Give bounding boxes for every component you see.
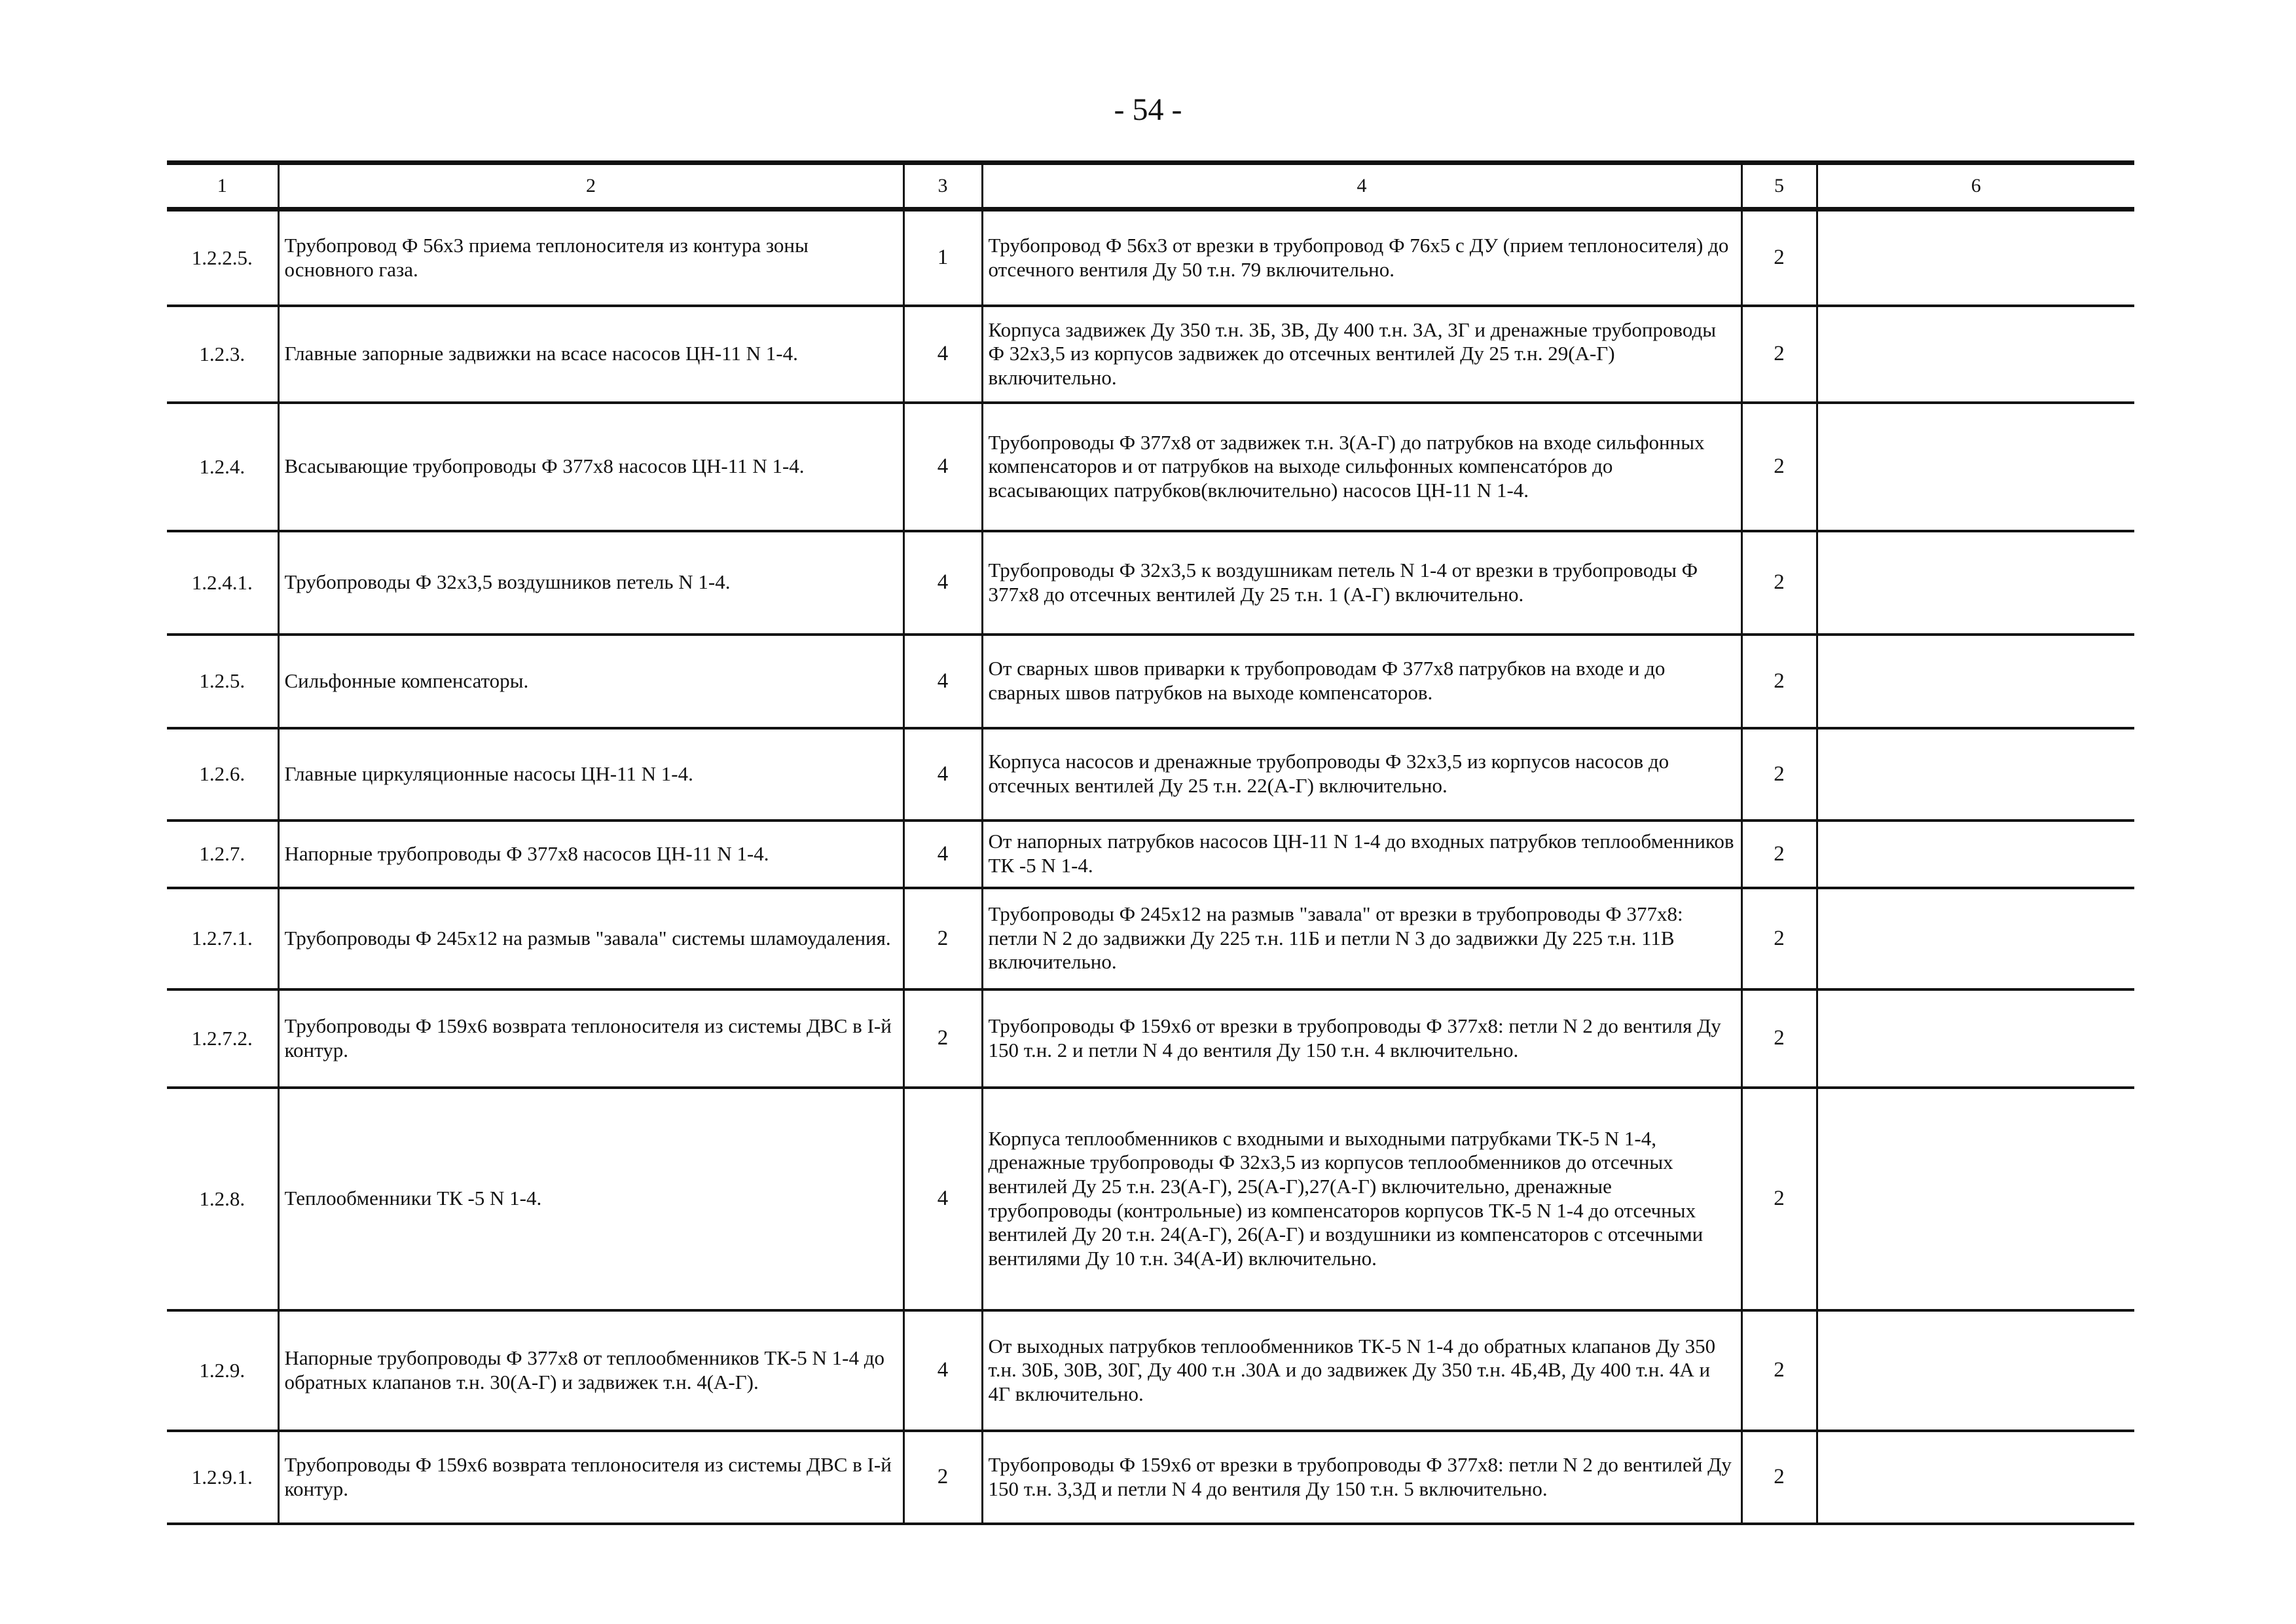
item-group: 2 (1741, 728, 1817, 821)
item-boundaries: Трубопроводы Ф 32х3,5 к воздушникам петель N 1-4 от врезки в трубопроводы Ф 377х8 до отсечных вентилей Ду 25 т.н. 1 (А-Г) включительно. (982, 531, 1741, 635)
item-number: 1.2.3. (167, 306, 278, 403)
item-boundaries: Корпуса задвижек Ду 350 т.н. 3Б, 3В, Ду 400 т.н. 3А, 3Г и дренажные трубопроводы Ф 32х3,5 из корпусов задвижек до отсечных вентилей Ду 25 т.н. 29(А-Г) включительно. (982, 306, 1741, 403)
item-number: 1.2.7.2. (167, 989, 278, 1088)
item-name: Напорные трубопроводы Ф 377х8 от теплообменников ТК-5 N 1-4 до обратных клапанов т.н. 30(А-Г) и задвижек т.н. 4(А-Г). (278, 1310, 903, 1431)
item-boundaries: Трубопроводы Ф 159х6 от врезки в трубопроводы Ф 377х8: петли N 2 до вентиля Ду 150 т.н. 2 и петли N 4 до вентиля Ду 150 т.н. 4 включительно. (982, 989, 1741, 1088)
item-group: 2 (1741, 210, 1817, 306)
column-header: 1 (167, 163, 278, 210)
item-name: Трубопровод Ф 56х3 приема теплоносителя из контура зоны основного газа. (278, 210, 903, 306)
item-category: 4 (903, 1088, 982, 1310)
item-boundaries: От выходных патрубков теплообменников ТК-5 N 1-4 до обратных клапанов Ду 350 т.н. 30Б, 30В, 30Г, Ду 400 т.н .30А и до задвижек Ду 350 т.н. 4Б,4В, Ду 400 т.н. 4А и 4Г включительно. (982, 1310, 1741, 1431)
item-note (1817, 1088, 2134, 1310)
item-group: 2 (1741, 888, 1817, 989)
table-row (167, 306, 2134, 403)
item-name: Теплообменники ТК -5 N 1-4. (278, 1088, 903, 1310)
item-number: 1.2.5. (167, 635, 278, 728)
item-note (1817, 728, 2134, 821)
column-header: 4 (982, 163, 1741, 210)
item-number: 1.2.7. (167, 821, 278, 888)
item-name: Трубопроводы Ф 32х3,5 воздушников петель N 1-4. (278, 531, 903, 635)
item-group: 2 (1741, 1088, 1817, 1310)
item-group: 2 (1741, 635, 1817, 728)
item-name: Напорные трубопроводы Ф 377х8 насосов ЦН-11 N 1-4. (278, 821, 903, 888)
item-note (1817, 989, 2134, 1088)
table-row (167, 989, 2134, 1088)
item-note (1817, 1431, 2134, 1524)
item-note (1817, 531, 2134, 635)
table-row (167, 403, 2134, 531)
table-row (167, 728, 2134, 821)
item-number: 1.2.2.5. (167, 210, 278, 306)
item-number: 1.2.4.1. (167, 531, 278, 635)
item-category: 4 (903, 821, 982, 888)
item-note (1817, 1310, 2134, 1431)
item-name: Трубопроводы Ф 159х6 возврата теплоносителя из системы ДВС в I-й контур. (278, 1431, 903, 1524)
item-group: 2 (1741, 1310, 1817, 1431)
item-group: 2 (1741, 821, 1817, 888)
page-number: - 54 - (1114, 92, 1182, 127)
item-number: 1.2.7.1. (167, 888, 278, 989)
table-row (167, 821, 2134, 888)
item-category: 4 (903, 1310, 982, 1431)
item-group: 2 (1741, 306, 1817, 403)
column-header: 3 (903, 163, 982, 210)
item-category: 4 (903, 306, 982, 403)
item-category: 4 (903, 403, 982, 531)
column-header: 6 (1817, 163, 2134, 210)
item-note (1817, 210, 2134, 306)
item-group: 2 (1741, 531, 1817, 635)
table-row (167, 210, 2134, 306)
item-group: 2 (1741, 403, 1817, 531)
table-row (167, 888, 2134, 989)
item-name: Главные запорные задвижки на всасе насосов ЦН-11 N 1-4. (278, 306, 903, 403)
item-category: 4 (903, 531, 982, 635)
item-number: 1.2.8. (167, 1088, 278, 1310)
column-header: 2 (278, 163, 903, 210)
table-row (167, 1088, 2134, 1310)
item-note (1817, 821, 2134, 888)
item-boundaries: Корпуса теплообменников с входными и выходными патрубками ТК-5 N 1-4, дренажные трубопроводы Ф 32х3,5 из корпусов теплообменников до отсечных вентилей Ду 25 т.н. 23(А-Г), 25(А-Г),27(А-Г) включительно, дренажные трубопроводы (контрольные) из компенсаторов корпусов ТК-5 N 1-4 до отсечных вентилей Ду 20 т.н. 24(А-Г), 26(А-Г) и воздушники из компенсаторов с отсечными вентилями Ду 10 т.н. 34(А-И) включительно. (982, 1088, 1741, 1310)
header-row (167, 163, 2134, 210)
item-name: Сильфонные компенсаторы. (278, 635, 903, 728)
item-boundaries: Корпуса насосов и дренажные трубопроводы Ф 32х3,5 из корпусов насосов до отсечных вентилей Ду 25 т.н. 22(А-Г) включительно. (982, 728, 1741, 821)
item-name: Всасывающие трубопроводы Ф 377х8 насосов ЦН-11 N 1-4. (278, 403, 903, 531)
item-category: 2 (903, 1431, 982, 1524)
table-row (167, 1431, 2134, 1524)
item-boundaries: Трубопроводы Ф 159х6 от врезки в трубопроводы Ф 377х8: петли N 2 до вентилей Ду 150 т.н. 3,3Д и петли N 4 до вентиля Ду 150 т.н. 5 включительно. (982, 1431, 1741, 1524)
item-group: 2 (1741, 989, 1817, 1088)
item-number: 1.2.9. (167, 1310, 278, 1431)
item-category: 4 (903, 728, 982, 821)
table-row (167, 635, 2134, 728)
item-name: Трубопроводы Ф 245х12 на размыв "завала" системы шламоудаления. (278, 888, 903, 989)
equipment-table (167, 160, 2134, 1525)
item-boundaries: От сварных швов приварки к трубопроводам Ф 377х8 патрубков на входе и до сварных швов патрубков на выходе компенсаторов. (982, 635, 1741, 728)
item-category: 1 (903, 210, 982, 306)
item-note (1817, 403, 2134, 531)
item-number: 1.2.9.1. (167, 1431, 278, 1524)
item-boundaries: От напорных патрубков насосов ЦН-11 N 1-4 до входных патрубков теплообменников ТК -5 N 1-4. (982, 821, 1741, 888)
item-name: Трубопроводы Ф 159х6 возврата теплоносителя из системы ДВС в I-й контур. (278, 989, 903, 1088)
item-number: 1.2.4. (167, 403, 278, 531)
item-note (1817, 888, 2134, 989)
table-row (167, 1310, 2134, 1431)
item-name: Главные циркуляционные насосы ЦН-11 N 1-4. (278, 728, 903, 821)
item-note (1817, 635, 2134, 728)
column-header: 5 (1741, 163, 1817, 210)
item-boundaries: Трубопроводы Ф 377х8 от задвижек т.н. 3(А-Г) до патрубков на входе сильфонных компенсаторов и от патрубков на выходе сильфонных компенсатóров до всасывающих патрубков(включительно) насосов ЦН-11 N 1-4. (982, 403, 1741, 531)
item-category: 4 (903, 635, 982, 728)
item-category: 2 (903, 989, 982, 1088)
item-boundaries: Трубопроводы Ф 245х12 на размыв "завала" от врезки в трубопроводы Ф 377х8: петли N 2 до задвижки Ду 225 т.н. 11Б и петли N 3 до задвижки Ду 225 т.н. 11В включительно. (982, 888, 1741, 989)
item-category: 2 (903, 888, 982, 989)
item-note (1817, 306, 2134, 403)
table-row (167, 531, 2134, 635)
item-boundaries: Трубопровод Ф 56х3 от врезки в трубопровод Ф 76х5 с ДУ (прием теплоносителя) до отсечного вентиля Ду 50 т.н. 79 включительно. (982, 210, 1741, 306)
item-group: 2 (1741, 1431, 1817, 1524)
item-number: 1.2.6. (167, 728, 278, 821)
